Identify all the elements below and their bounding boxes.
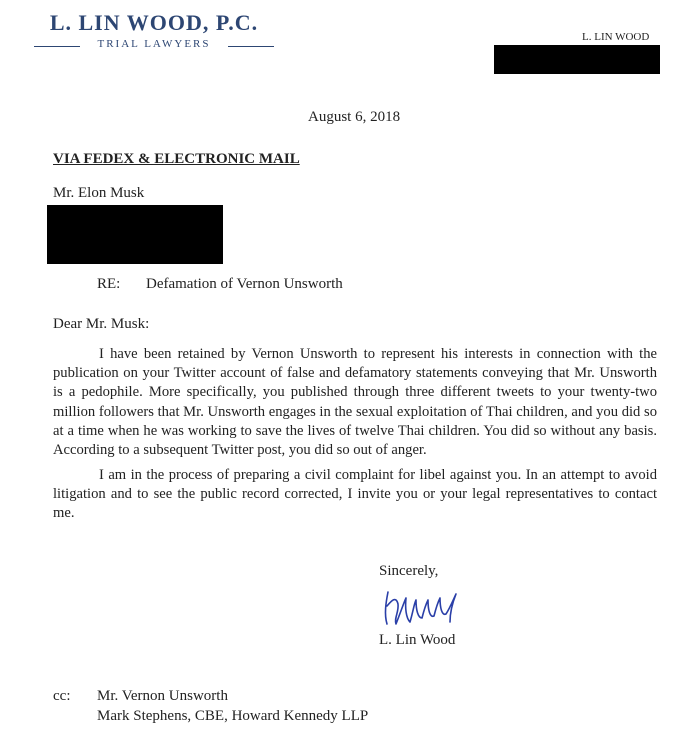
body-paragraph-2 [53, 466, 657, 524]
firm-subtitle: TRIAL LAWYERS [97, 38, 211, 50]
redaction-sender-contact [494, 45, 660, 74]
signature-name: L. Lin Wood [379, 632, 456, 648]
recipient-name: Mr. Elon Musk [53, 185, 145, 201]
closing: Sincerely, [379, 563, 439, 579]
cc-recipient: Mark Stephens, CBE, Howard Kennedy LLP [97, 708, 369, 724]
body-paragraph-1 [53, 345, 657, 460]
salutation: Dear Mr. Musk: [53, 316, 150, 332]
redaction-recipient-address [47, 205, 223, 264]
letter-date: August 6, 2018 [308, 109, 401, 125]
re-subject: Defamation of Vernon Unsworth [146, 276, 343, 292]
letterhead-rule-left [34, 46, 80, 47]
letterhead-rule-right [228, 46, 274, 47]
cc-recipient: Mr. Vernon Unsworth [97, 688, 228, 704]
body-paragraph-1-text: I have been retained by Vernon Unsworth to represent his interests in connection with the publication on your Twitter account of false and defamatory statements conveying that Mr. Unsworth is a pedophile. More specifically, you published through three different tweets to your twenty-two million followers that Mr. Unsworth engages in the sexual exploitation of Thai children, and you did so at a time when he was working to save the lives of twelve Thai children. You did so without any basis. According to a subsequent Twitter post, you did so out of anger. [53, 346, 657, 459]
re-label: RE: [97, 276, 121, 292]
delivery-method: VIA FEDEX & ELECTRONIC MAIL [53, 151, 300, 167]
cc-label: cc: [53, 688, 71, 704]
handwritten-signature [380, 584, 464, 630]
sender-header: L. LIN WOOD [582, 31, 650, 43]
body-paragraph-2-text: I am in the process of preparing a civil complaint for libel against you. In an attempt to avoid litigation and to see the public record corrected, I invite you or your legal representatives to contact me. [53, 467, 657, 522]
firm-name: L. LIN WOOD, P.C. [49, 10, 259, 35]
